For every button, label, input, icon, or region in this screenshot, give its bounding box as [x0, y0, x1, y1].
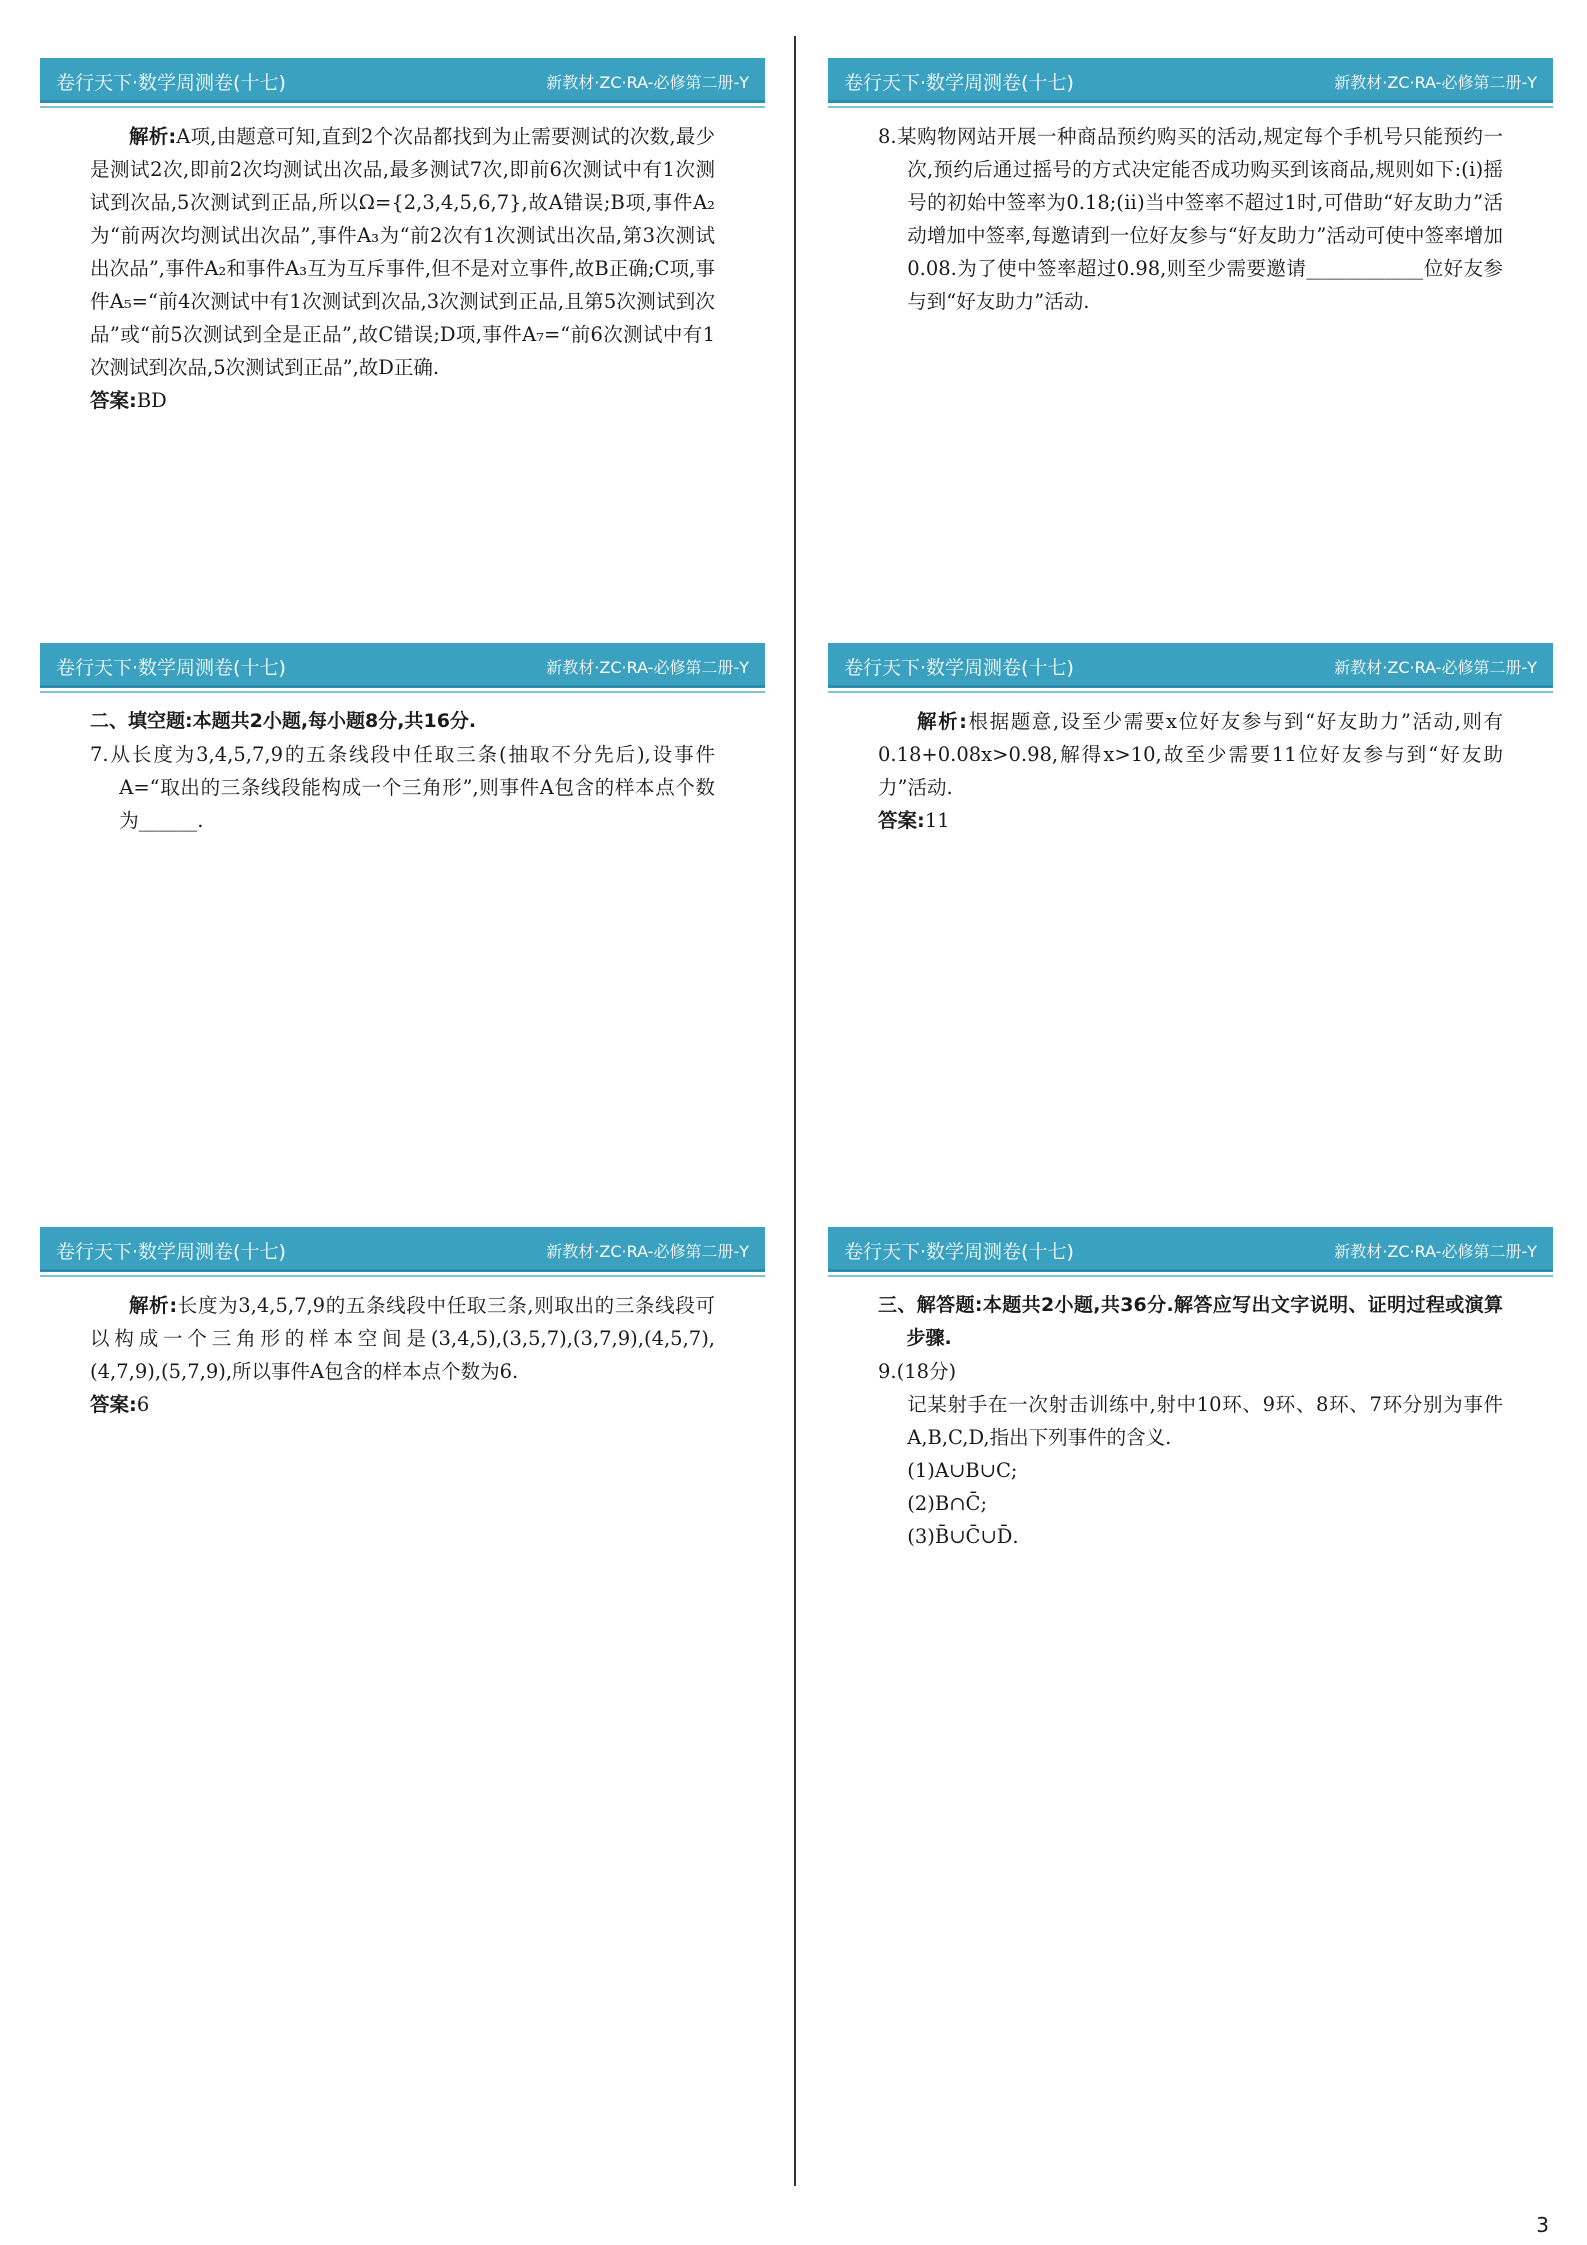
answer-line [90, 1388, 715, 1421]
analysis-paragraph [878, 705, 1503, 804]
panel-analysis-q6 [40, 58, 765, 417]
question-9-number: 9.(18分) [878, 1360, 957, 1383]
header-edition: 新教材·ZC·RA-必修第二册-Y [1334, 658, 1537, 677]
analysis-label: 解析: [129, 1294, 178, 1317]
panel-analysis-q8 [828, 643, 1553, 837]
question-8-text: 8.某购物网站开展一种商品预约购买的活动,规定每个手机号只能预约一次,预约后通过摇号的方式决定能否成功购买到该商品,规则如下:(ⅰ)摇号的初始中签率为0.18;(ⅱ)当中签率不超过1时,可借助“好友助力”活动增加中签率,每邀请到一位好友参与“好友助力”活动可使中签率增加0.08.为了使中签率超过0.98,则至少需要邀请____________位好友参与到“好友助力”活动. [878, 125, 1503, 313]
question-9-item-1: (1)A∪B∪C; [907, 1459, 1018, 1482]
analysis-paragraph [90, 1289, 715, 1388]
analysis-label: 解析: [129, 125, 177, 148]
center-divider [794, 36, 796, 2186]
answer-label: 答案: [90, 1393, 137, 1416]
panel-analysis-q7 [40, 1227, 765, 1421]
question-9-description: 记某射手在一次射击训练中,射中10环、9环、8环、7环分别为事件A,B,C,D,指出下列事件的含义. [907, 1393, 1503, 1449]
header-edition: 新教材·ZC·RA-必修第二册-Y [1334, 1242, 1537, 1261]
question-9-item-2: (2)B∩C̄; [907, 1492, 988, 1515]
header-title: 卷行天下·数学周测卷(十七) [56, 1241, 286, 1263]
header-title: 卷行天下·数学周测卷(十七) [56, 657, 286, 679]
header-title: 卷行天下·数学周测卷(十七) [844, 72, 1074, 94]
header-edition: 新教材·ZC·RA-必修第二册-Y [546, 1242, 749, 1261]
answer-line [90, 384, 715, 417]
panel-header [828, 58, 1553, 103]
panel-header [40, 643, 765, 688]
answer-value: 11 [924, 809, 950, 832]
panel-header [828, 1227, 1553, 1272]
panel-question-8 [828, 58, 1553, 318]
question-9-item-3: (3)B̄∪C̄∪D̄. [907, 1525, 1019, 1548]
section-heading: 二、填空题:本题共2小题,每小题8分,共16分. [90, 710, 477, 732]
answer-label: 答案: [878, 809, 925, 832]
header-title: 卷行天下·数学周测卷(十七) [844, 1241, 1074, 1263]
panel-header [40, 58, 765, 103]
panel-question-7 [40, 643, 765, 837]
analysis-text: 根据题意,设至少需要x位好友参与到“好友助力”活动,则有0.18+0.08x>0.98,解得x>10,故至少需要11位好友参与到“好友助力”活动. [878, 710, 1503, 799]
page-number: 3 [1536, 2213, 1549, 2237]
analysis-paragraph [90, 120, 715, 384]
analysis-text: 长度为3,4,5,7,9的五条线段中任取三条,则取出的三条线段可以构成一个三角形的样本空间是(3,4,5),(3,5,7),(3,7,9),(4,5,7),(4,7,9),(5,7,9),所以事件A包含的样本点个数为6. [90, 1294, 715, 1383]
header-edition: 新教材·ZC·RA-必修第二册-Y [546, 73, 749, 92]
panel-header [40, 1227, 765, 1272]
question-7-text: 7.从长度为3,4,5,7,9的五条线段中任取三条(抽取不分先后),设事件A=“取出的三条线段能构成一个三角形”,则事件A包含的样本点个数为______. [90, 743, 715, 832]
answer-label: 答案: [90, 389, 137, 412]
header-edition: 新教材·ZC·RA-必修第二册-Y [546, 658, 749, 677]
panel-header [828, 643, 1553, 688]
answer-line [878, 804, 1503, 837]
header-title: 卷行天下·数学周测卷(十七) [844, 657, 1074, 679]
analysis-text: A项,由题意可知,直到2个次品都找到为止需要测试的次数,最少是测试2次,即前2次均测试出次品,最多测试7次,即前6次测试中有1次测试到次品,5次测试到正品,所以Ω={2,3,4,5,6,7},故A错误;B项,事件A₂为“前两次均测试出次品”,事件A₃为“前2次有1次测试出次品,第3次测试出次品”,事件A₂和事件A₃互为互斥事件,但不是对立事件,故B正确;C项,事件A₅=“前4次测试中有1次测试到次品,3次测试到正品,且第5次测试到次品”或“前5次测试到全是正品”,故C错误;D项,事件A₇=“前6次测试中有1次测试到次品,5次测试到正品”,故D正确. [90, 125, 715, 379]
header-edition: 新教材·ZC·RA-必修第二册-Y [1334, 73, 1537, 92]
answer-value: 6 [136, 1393, 150, 1416]
header-title: 卷行天下·数学周测卷(十七) [56, 72, 286, 94]
panel-question-9 [828, 1227, 1553, 1553]
answer-value: BD [136, 389, 167, 412]
section-heading: 三、解答题:本题共2小题,共36分.解答应写出文字说明、证明过程或演算步骤. [878, 1294, 1503, 1349]
analysis-label: 解析: [917, 710, 967, 733]
